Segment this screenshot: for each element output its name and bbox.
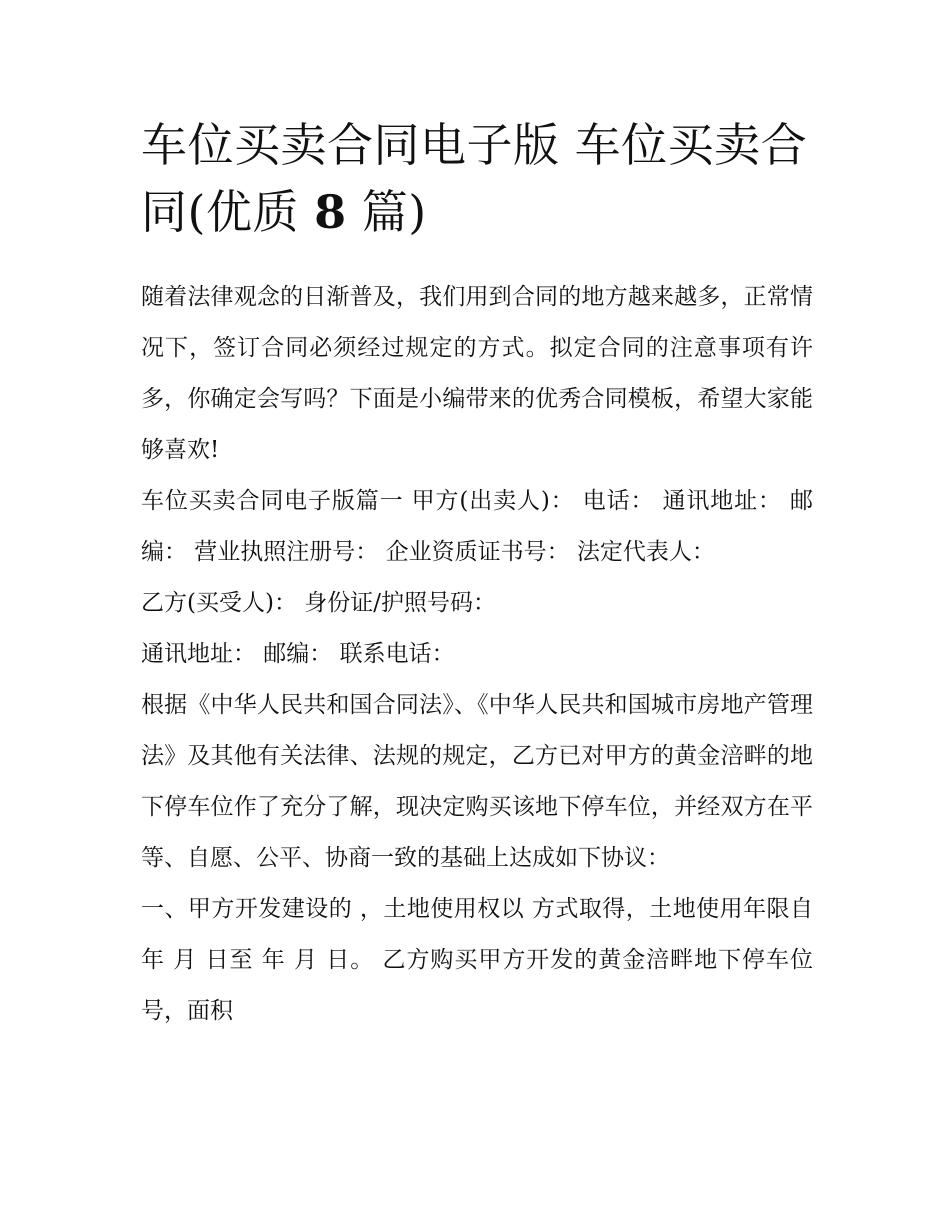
intro-paragraph: 随着法律观念的日渐普及，我们用到合同的地方越来越多，正常情况下，签订合同必须经过规定的方式。拟定合同的注意事项有许多，你确定会写吗？下面是小编带来的优秀合同模板，希望大家能够喜欢! bbox=[141, 284, 813, 463]
party-b-contact: 通讯地址： 邮编： 联系电话： bbox=[141, 641, 455, 667]
clause-one-paragraph: 一、甲方开发建设的 ，土地使用权以 方式取得，土地使用年限自 年 月 日至 年 月 日。 乙方购买甲方开发的黄金涪畔地下停车位 号，面积 bbox=[141, 896, 813, 1024]
document-body bbox=[141, 272, 813, 1037]
document-page bbox=[141, 112, 813, 1037]
title-number: 8 bbox=[314, 185, 347, 239]
title-text-part2: 篇) bbox=[361, 185, 427, 239]
title-text-part1: 车位买卖合同电子版 车位买卖合同(优质 bbox=[141, 118, 808, 239]
party-a-info: 车位买卖合同电子版篇一 甲方(出卖人)： 电话： 通讯地址： 邮编： 营业执照注册号： 企业资质证书号： 法定代表人： bbox=[141, 488, 813, 565]
legal-basis-paragraph: 根据《中华人民共和国合同法》、《中华人民共和国城市房地产管理法》及其他有关法律、法规的规定，乙方已对甲方的黄金涪畔的地下停车位作了充分了解，现决定购买该地下停车位，并经双方在平等、自愿、公平、协商一致的基础上达成如下协议： bbox=[141, 692, 813, 871]
document-title bbox=[141, 112, 813, 246]
party-b-info: 乙方(买受人)： 身份证/护照号码： bbox=[141, 590, 497, 616]
